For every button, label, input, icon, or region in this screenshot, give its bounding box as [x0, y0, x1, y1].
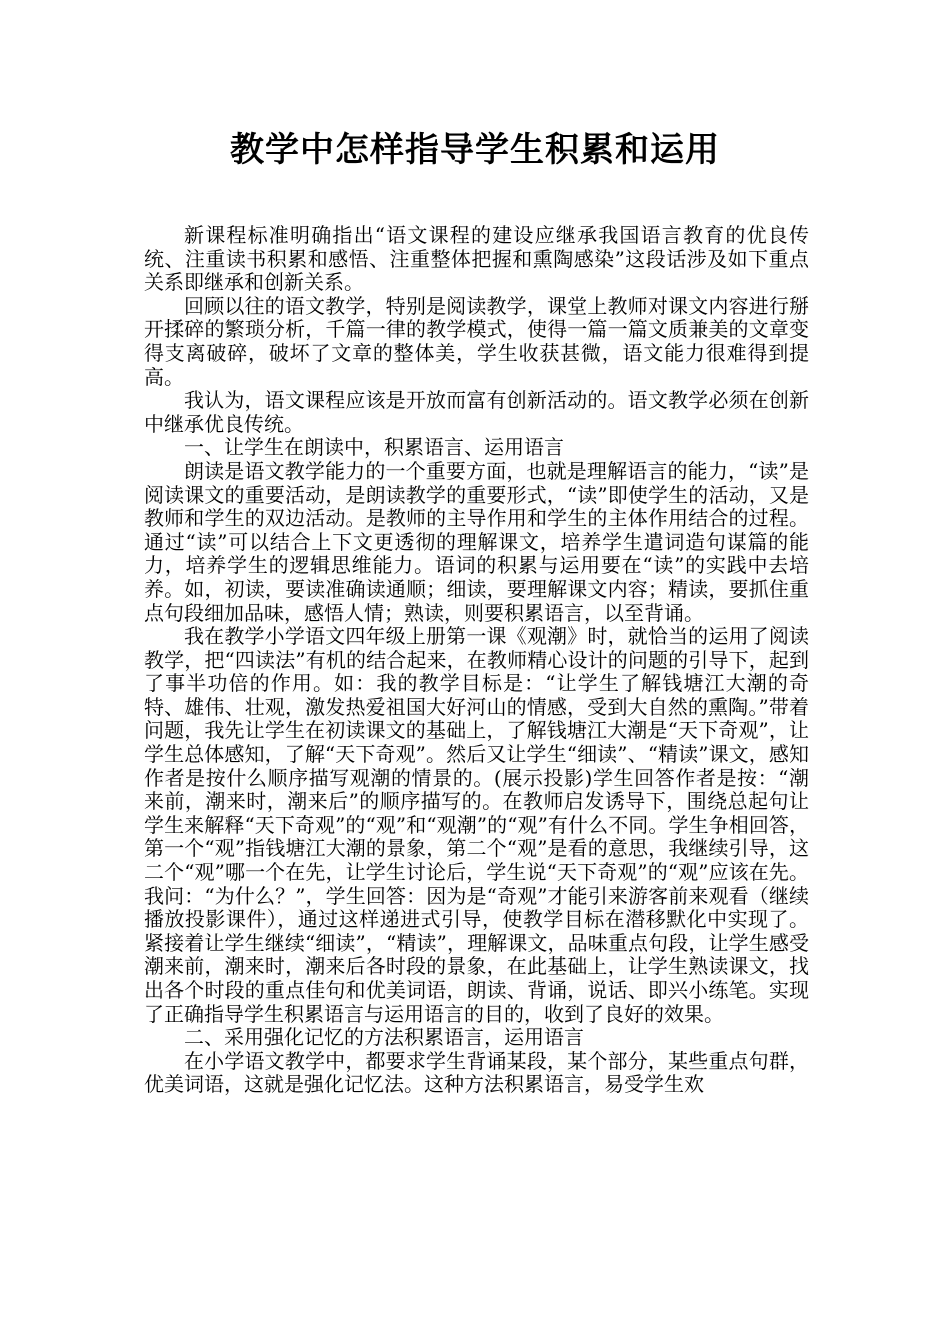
section-heading-1: 一、让学生在朗读中，积累语言、运用语言 — [184, 435, 564, 460]
paragraph-opinion: 我认为，语文课程应该是开放而富有创新活动的。语文教学必须在创新中继承优良传统。 — [144, 388, 809, 436]
paragraph-review: 回顾以往的语文教学，特别是阅读教学，课堂上教师对课文内容进行掰开揉碎的繁琐分析，千篇一律的教学模式，使得一篇一篇文质兼美的文章变得支离破碎，破坏了文章的整体美，学生收获甚微，语文能力很难得到提高。 — [144, 293, 809, 389]
paragraph-memory: 在小学语文教学中，都要求学生背诵某段，某个部分，某些重点句群，优美词语，这就是强化记忆法。这种方法积累语言，易受学生欢 — [144, 1048, 809, 1097]
document-title: 教学中怎样指导学生积累和运用 — [230, 130, 720, 170]
section-heading-2: 二、采用强化记忆的方法积累语言，运用语言 — [184, 1025, 584, 1050]
paragraph-reading: 朗读是语文教学能力的一个重要方面，也就是理解语言的能力，“读”是阅读课文的重要活动，是朗读教学的重要形式，“读”即使学生的活动，又是教师和学生的双边活动。是教师的主导作用和学生的主体作用结合的过程。通过“读”可以结合上下文更透彻的理解课文，培养学生遣词造句谋篇的能力，培养学生的逻辑思维能力。语词的积累与运用要在“读”的实践中去培养。如，初读，要读准确读通顺；细读，要理解课文内容；精读，要抓住重点句段细加品味，感悟人情；熟读，则要积累语言，以至背诵。 — [144, 458, 809, 625]
paragraph-example: 我在教学小学语文四年级上册第一课《观潮》时，就恰当的运用了阅读教学，把“四读法”有机的结合起来，在教师精心设计的问题的引导下，起到了事半功倍的作用。如：我的教学目标是：“让学生了解钱塘江大潮的奇特、雄伟、壮观，激发热爱祖国大好河山的情感，受到大自然的熏陶。”带着问题，我先让学生在初读课文的基础上，了解钱塘江大潮是“天下奇观”，让学生总体感知，了解“天下奇观”。然后又让学生“细读”、“精读”课文，感知作者是按什么顺序描写观潮的情景的。(展示投影)学生回答作者是按：“潮来前，潮来时，潮来后”的顺序描写的。在教师启发诱导下，围绕总起句让学生来解释“天下奇观”的“观”和“观潮”的“观”有什么不同。学生争相回答，第一个“观”指钱塘江大潮的景象，第二个“观”是看的意思，我继续引导，这二个“观”哪一个在先，让学生讨论后，学生说“天下奇观”的“观”应该在先。我问：“为什么？”，学生回答：因为是“奇观”才能引来游客前来观看（继续播放投影课件），通过这样递进式引导，使教学目标在潜移默化中实现了。紧接着让学生继续“细读”，“精读”，理解课文，品味重点句段，让学生感受潮来前，潮来时，潮来后各时段的景象，在此基础上，让学生熟读课文，找出各个时段的重点佳句和优美词语，朗读、背诵，说话、即兴小练笔。实现了正确指导学生积累语言与运用语言的目的，收到了良好的效果。 — [144, 624, 809, 1026]
paragraph-intro: 新课程标准明确指出“语文课程的建设应继承我国语言教育的优良传统、注重读书积累和感悟、注重整体把握和熏陶感染”这段话涉及如下重点关系即继承和创新关系。 — [144, 223, 809, 295]
document-body — [144, 224, 809, 1097]
